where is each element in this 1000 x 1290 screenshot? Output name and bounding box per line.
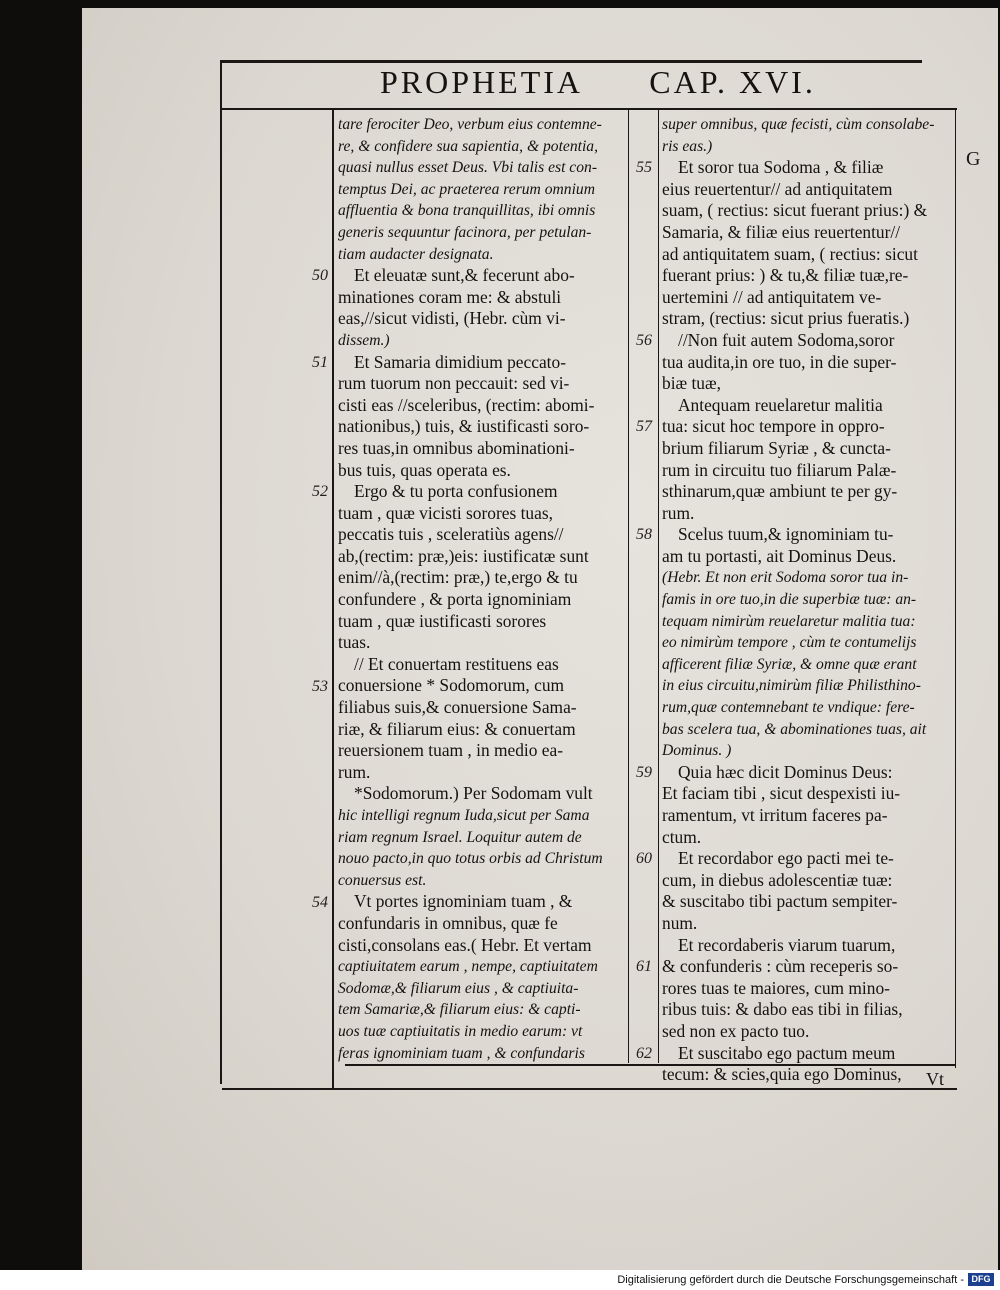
text-line: rum in circuitu tuo filiarum Palæ-	[662, 459, 897, 480]
margin-letter: G	[966, 148, 981, 170]
text-line: Dominus. )	[662, 742, 732, 760]
verse-number: 60	[636, 850, 652, 868]
text-line: filiabus suis,& conuersione Sama-	[338, 697, 577, 718]
text-line: affluentia & bona tranquillitas, ibi omnis	[338, 202, 596, 220]
text-line: in eius circuitu,nimirùm filiæ Philisthino-	[662, 677, 921, 695]
text-line: tecum: & scies,quia ego Dominus,	[662, 1064, 902, 1085]
text-line: riam regnum Israel. Loquitur autem de	[338, 828, 582, 846]
text-line: ab,(rectim: præ,)eis: iustificatæ sunt	[338, 545, 589, 566]
page-bottom-rule	[222, 1088, 957, 1090]
text-line: nouo pacto,in quo totus orbis ad Christum	[338, 850, 603, 868]
left-inner-rule	[332, 108, 334, 1088]
text-line: generis sequuntur facinora, per petulan-	[338, 223, 592, 241]
text-line: ctum.	[662, 826, 702, 847]
text-line: conuersus est.	[338, 871, 427, 889]
text-line: tiam audacter designata.	[338, 245, 494, 263]
dfg-logo-icon: DFG	[968, 1273, 994, 1286]
text-line: Samaria, & filiæ eius reuertentur//	[662, 221, 901, 242]
text-line: nationibus,) tuis, & iustificasti soro-	[338, 416, 590, 437]
text-line: res tuas,in omnibus abominationi-	[338, 437, 575, 458]
text-line: bas scelera tua, & abominationes tuas, ait	[662, 720, 927, 738]
text-line: biæ tuæ,	[662, 373, 721, 394]
text-line: enim//à,(rectim: præ,) te,ergo & tu	[338, 567, 578, 588]
text-line: Et eleuatæ sunt,& fecerunt abo-	[354, 265, 575, 286]
text-line: bus tuis, quas operata es.	[338, 459, 511, 480]
digitization-credit: Digitalisierung gefördert durch die Deutsche Forschungsgemeinschaft -	[617, 1274, 964, 1286]
text-line: tua audita,in ore tuo, in die super-	[662, 351, 897, 372]
text-line: Et soror tua Sodoma , & filiæ	[678, 157, 884, 178]
text-line: afficerent filiæ Syriæ, & omne quæ erant	[662, 655, 917, 673]
text-line: cisti,consolans eas.( Hebr. Et vertam	[338, 934, 592, 955]
text-line: // Et conuertam restituens eas	[354, 653, 559, 674]
text-line: tuam , quæ iustificasti sorores	[338, 610, 547, 631]
text-line: *Sodomorum.) Per Sodomam vult	[354, 783, 593, 804]
text-line: uos tuæ captiuitatis in medio earum: vt	[338, 1022, 583, 1040]
text-line: //Non fuit autem Sodoma,soror	[678, 329, 895, 350]
text-line: ad antiquitatem suam, ( rectius: sicut	[662, 243, 918, 264]
text-line: eo nimirùm tempore , cùm te contumelijs	[662, 634, 917, 652]
text-line: stram, (rectius: sicut prius fueratis.)	[662, 308, 910, 329]
text-line: cum, in diebus adolescentiæ tuæ:	[662, 869, 893, 890]
text-line: feras ignominiam tuam , & confundaris	[338, 1044, 585, 1062]
text-line: dissem.)	[338, 331, 390, 349]
text-line: re, & confidere sua sapientia, & potentia,	[338, 137, 599, 155]
text-line: (Hebr. Et non erit Sodoma soror tua in-	[662, 569, 909, 587]
text-line: uertemini // ad antiquitatem ve-	[662, 286, 882, 307]
verse-number: 52	[312, 483, 328, 501]
verse-number: 50	[312, 267, 328, 285]
text-line: captiuitatem earum , nempe, captiuitatem	[338, 958, 598, 976]
text-line: Ergo & tu porta confusionem	[354, 481, 558, 502]
top-rule	[222, 60, 922, 63]
text-line: Et recordaberis viarum tuarum,	[678, 934, 896, 955]
center-rule-left	[628, 108, 629, 1063]
text-line: sthinarum,quæ ambiunt te per gy-	[662, 481, 898, 502]
text-line: Antequam reuelaretur malitia	[678, 394, 883, 415]
verse-number: 54	[312, 893, 328, 911]
text-line: Et suscitabo ego pactum meum	[678, 1042, 896, 1063]
text-line: tequam nimirùm reuelaretur malitia tua:	[662, 612, 916, 630]
text-line: ris eas.)	[662, 137, 713, 155]
text-line: num.	[662, 912, 698, 933]
text-line: hic intelligi regnum Iuda,sicut per Sama	[338, 807, 590, 824]
text-line: ramentum, vt irritum faceres pa-	[662, 805, 888, 825]
verse-number: 55	[636, 159, 652, 177]
catchword: Vt	[926, 1069, 944, 1089]
text-line: rum,quæ contemnebant te vndique: fere-	[662, 699, 915, 717]
text-line: tuam , quæ vicisti sorores tuas,	[338, 502, 553, 523]
text-line: Quia hæc dicit Dominus Deus:	[678, 761, 893, 782]
verse-number: 51	[312, 353, 328, 371]
header-chapter: CAP. XVI.	[649, 64, 816, 100]
text-line: rores tuas te maiores, cum mino-	[662, 977, 890, 998]
verse-number: 61	[636, 958, 652, 976]
verse-number: 62	[636, 1044, 652, 1062]
verse-number: 53	[312, 677, 328, 695]
running-header	[380, 64, 920, 100]
text-line: Et Samaria dimidium peccato-	[354, 351, 566, 372]
text-line: minationes coram me: & abstuli	[338, 286, 562, 307]
text-line: conuersione * Sodomorum, cum	[338, 675, 565, 696]
text-line: ribus tuis: & dabo eas tibi in filias,	[662, 999, 903, 1020]
text-line: confundaris in omnibus, quæ fe	[338, 912, 558, 933]
text-line: quasi nullus esset Deus. Vbi talis est con-	[338, 159, 598, 177]
verse-number: 59	[636, 764, 652, 781]
text-line: Sodomæ,& filiarum eius , & captiuita-	[338, 979, 579, 997]
text-line: & suscitabo tibi pactum sempiter-	[662, 891, 898, 912]
text-line: reuersionem tuam , in medio ea-	[338, 740, 564, 761]
text-line: rum.	[338, 761, 371, 782]
text-line: Scelus tuum,& ignominiam tu-	[678, 524, 894, 545]
text-line: & confunderis : cùm receperis so-	[662, 956, 899, 977]
text-line: super omnibus, quæ fecisti, cùm consolabe-	[662, 116, 935, 133]
text-line: tua: sicut hoc tempore in oppro-	[662, 416, 885, 437]
text-line: eas,//sicut vidisti, (Hebr. cùm vi-	[338, 308, 566, 329]
verse-number: 58	[636, 526, 652, 544]
text-line: am tu portasti, ait Dominus Deus.	[662, 545, 897, 566]
verse-number: 57	[636, 418, 652, 436]
text-line: tem Samariæ,& filiarum eius: & capti-	[338, 1001, 581, 1019]
text-line: rum.	[662, 502, 695, 523]
text-line: Et faciam tibi , sicut despexisti iu-	[662, 783, 901, 804]
text-line: fuerant prius: ) & tu,& filiæ tuæ,re-	[662, 265, 909, 286]
header-title: PROPHETIA	[380, 64, 582, 100]
text-line: peccatis tuis , sceleratiùs agens//	[338, 524, 564, 545]
center-rule-right	[658, 108, 659, 1063]
text-line: riæ, & filiarum eius: & conuertam	[338, 718, 576, 739]
text-line: temptus Dei, ac praeterea rerum omnium	[338, 180, 595, 198]
text-line: Et recordabor ego pacti mei te-	[678, 848, 894, 869]
text-line: suam, ( rectius: sicut fuerant prius:) &	[662, 200, 928, 221]
text-line: eius reuertentur// ad antiquitatem	[662, 178, 893, 199]
left-frame-rule	[220, 60, 222, 1084]
verse-number: 56	[636, 332, 652, 349]
text-line: Vt portes ignominiam tuam , &	[354, 891, 573, 912]
text-line: sed non ex pacto tuo.	[662, 1020, 810, 1041]
text-line: tuas.	[338, 632, 371, 653]
text-line: confundere , & porta ignominiam	[338, 589, 572, 610]
text-line: cisti eas //sceleribus, (rectim: abomi-	[338, 394, 595, 415]
text-line: rum tuorum non peccauit: sed vi-	[338, 373, 570, 394]
text-line: famis in ore tuo,in die superbiæ tuæ: an-	[662, 591, 917, 609]
text-line: tare ferociter Deo, verbum eius contemne-	[338, 116, 602, 133]
right-text-column	[662, 114, 954, 1086]
text-line: brium filiarum Syriæ , & cuncta-	[662, 437, 891, 458]
left-text-column	[338, 114, 628, 1064]
right-frame-rule	[955, 108, 956, 1068]
